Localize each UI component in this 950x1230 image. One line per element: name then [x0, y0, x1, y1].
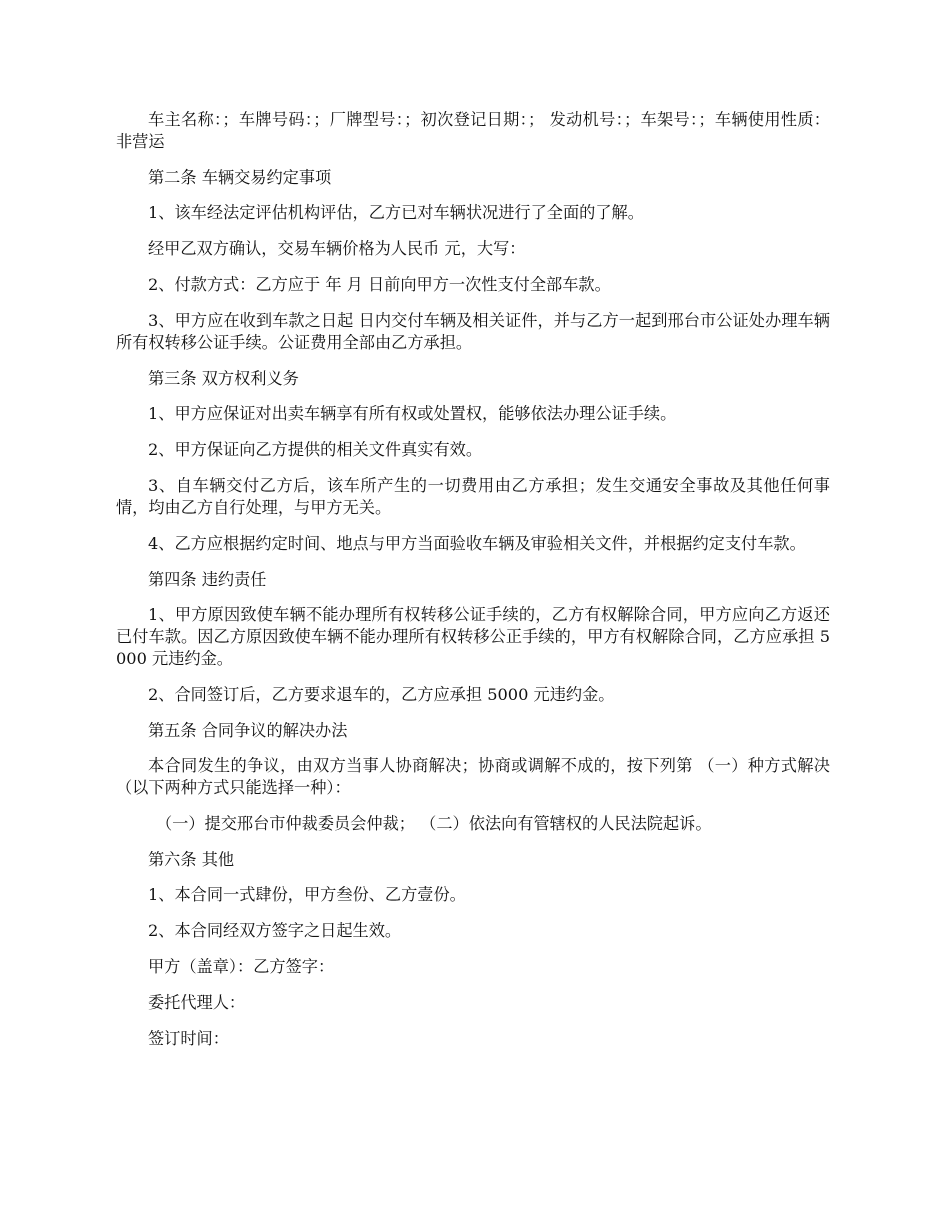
- article-3-clause-2: 2、甲方保证向乙方提供的相关文件真实有效。: [148, 440, 483, 459]
- article-2-clause-1: 1、该车经法定评估机构评估，乙方已对车辆状况进行了全面的了解。: [148, 203, 644, 222]
- article-6-heading: 第六条 其他: [148, 850, 235, 869]
- article-3-clause-1: 1、甲方应保证对出卖车辆享有所有权或处置权，能够依法办理公证手续。: [148, 404, 677, 423]
- article-3-clause-4: 4、乙方应根据约定时间、地点与甲方当面验收车辆及审验相关文件，并根据约定支付车款。: [148, 534, 806, 553]
- vehicle-info-paragraph: 车主名称：；车牌号码：；厂牌型号：；初次登记日期：； 发动机号：；车架号：；车辆使用性质：非营运: [116, 110, 830, 151]
- article-4-clause-1: 1、甲方原因致使车辆不能办理所有权转移公证手续的，乙方有权解除合同，甲方应向乙方返还已付车款。因乙方原因致使车辆不能办理所有权转移公正手续的，甲方有权解除合同，乙方应承担 5000 元违约金。: [116, 605, 830, 668]
- article-3-clause-3: 3、自车辆交付乙方后，该车所产生的一切费用由乙方承担；发生交通安全事故及其他任何事情，均由乙方自行处理，与甲方无关。: [116, 476, 830, 517]
- article-2-clause-2: 2、付款方式：乙方应于 年 月 日前向甲方一次性支付全部车款。: [148, 275, 611, 294]
- article-5-heading: 第五条 合同争议的解决办法: [148, 721, 348, 740]
- article-2-price-paragraph: 经甲乙双方确认，交易车辆价格为人民币 元，大写：: [148, 239, 526, 258]
- article-4-heading: 第四条 违约责任: [148, 570, 267, 589]
- agent-line: 委托代理人：: [148, 993, 246, 1012]
- article-5-paragraph: 本合同发生的争议，由双方当事人协商解决；协商或调解不成的，按下列第 （一）种方式解决（以下两种方式只能选择一种）：: [116, 756, 830, 797]
- article-4-clause-2: 2、合同签订后，乙方要求退车的，乙方应承担 5000 元违约金。: [148, 685, 615, 704]
- article-3-heading: 第三条 双方权利义务: [148, 369, 299, 388]
- signature-line: 甲方（盖章）：乙方签字：: [148, 957, 335, 976]
- article-2-heading: 第二条 车辆交易约定事项: [148, 168, 332, 187]
- document-body: [116, 109, 830, 1064]
- article-5-options: （一）提交邢台市仲裁委员会仲裁； （二）依法向有管辖权的人民法院起诉。: [156, 814, 712, 833]
- sign-date-line: 签订时间：: [148, 1029, 229, 1048]
- article-6-clause-2: 2、本合同经双方签字之日起生效。: [148, 921, 402, 940]
- article-6-clause-1: 1、本合同一式肆份，甲方叁份、乙方壹份。: [148, 885, 466, 904]
- article-2-clause-3: 3、甲方应在收到车款之日起 日内交付车辆及相关证件，并与乙方一起到邢台市公证处办理车辆所有权转移公证手续。公证费用全部由乙方承担。: [116, 311, 830, 352]
